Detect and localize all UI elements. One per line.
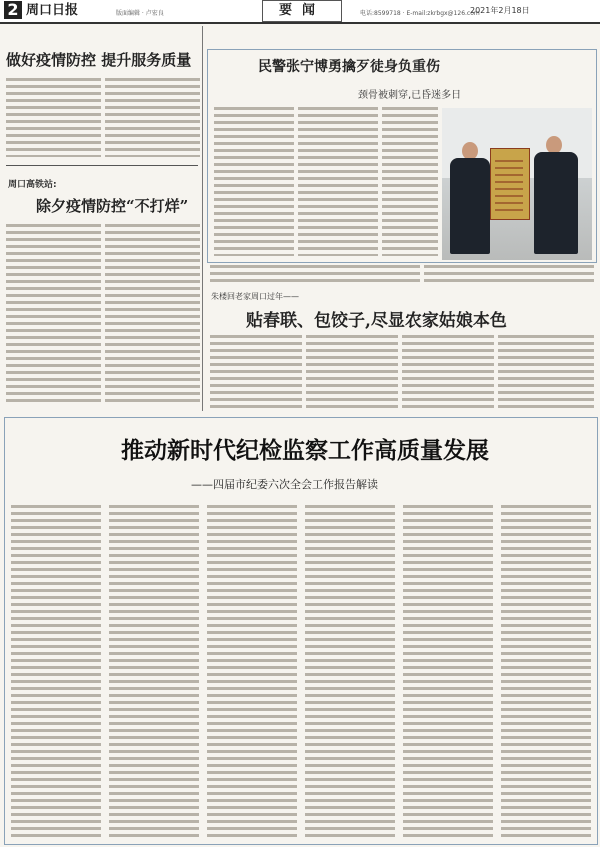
honor-banner bbox=[490, 148, 530, 220]
officer-figure-left bbox=[450, 158, 490, 254]
police-body-col1 bbox=[214, 106, 294, 256]
epidemic-headline: 做好疫情防控 提升服务质量 bbox=[6, 51, 192, 69]
police-photo bbox=[442, 108, 592, 260]
column-rule bbox=[202, 26, 203, 411]
railway-kicker: 周口高铁站: bbox=[8, 180, 57, 190]
divider bbox=[6, 165, 198, 166]
police-body-continued bbox=[210, 264, 420, 286]
page-meta-left: 版面编辑 · 卢宏良 bbox=[116, 10, 164, 17]
discipline-body-col3 bbox=[207, 504, 297, 838]
discipline-body-col4 bbox=[305, 504, 395, 838]
railway-body-col1 bbox=[6, 223, 101, 403]
discipline-headline: 推动新时代纪检监察工作高质量发展 bbox=[121, 437, 489, 464]
festival-headline: 贴春联、包饺子,尽显农家姑娘本色 bbox=[246, 311, 507, 331]
festival-body-col4 bbox=[498, 334, 594, 410]
festival-body-col2 bbox=[306, 334, 398, 410]
discipline-subheadline: ——四届市纪委六次全会工作报告解读 bbox=[191, 478, 378, 491]
epidemic-body-col2 bbox=[105, 77, 200, 157]
railway-body-col2 bbox=[105, 223, 200, 403]
page-number: 2 bbox=[4, 1, 22, 19]
police-subheadline: 颈骨被刺穿,已昏迷多日 bbox=[358, 90, 462, 101]
issue-date: 2021年2月18日 bbox=[470, 6, 530, 15]
discipline-body-col2 bbox=[109, 504, 199, 838]
police-headline: 民警张宁博勇擒歹徒身负重伤 bbox=[258, 59, 440, 75]
discipline-body-col1 bbox=[11, 504, 101, 838]
police-story-box bbox=[207, 49, 597, 263]
festival-body-col1 bbox=[210, 334, 302, 410]
police-body-col2 bbox=[298, 106, 378, 256]
discipline-story-box bbox=[4, 417, 598, 845]
festival-body-col3 bbox=[402, 334, 494, 410]
discipline-body-col5 bbox=[403, 504, 493, 838]
page-header bbox=[0, 0, 600, 24]
officer-figure-right bbox=[534, 152, 578, 254]
police-body-continued-2 bbox=[424, 264, 594, 286]
page-meta-right: 电话:8599718 · E-mail:zkrbgx@126.com bbox=[360, 10, 480, 17]
festival-kicker: 朱楼回老家周口过年—— bbox=[211, 292, 299, 301]
discipline-body-col6 bbox=[501, 504, 591, 838]
police-body-col3 bbox=[382, 106, 438, 256]
epidemic-body-col1 bbox=[6, 77, 101, 157]
paper-name: 周口日报 bbox=[26, 3, 79, 18]
railway-headline: 除夕疫情防控“不打烊” bbox=[36, 197, 189, 215]
section-title: 要闻 bbox=[262, 0, 342, 22]
